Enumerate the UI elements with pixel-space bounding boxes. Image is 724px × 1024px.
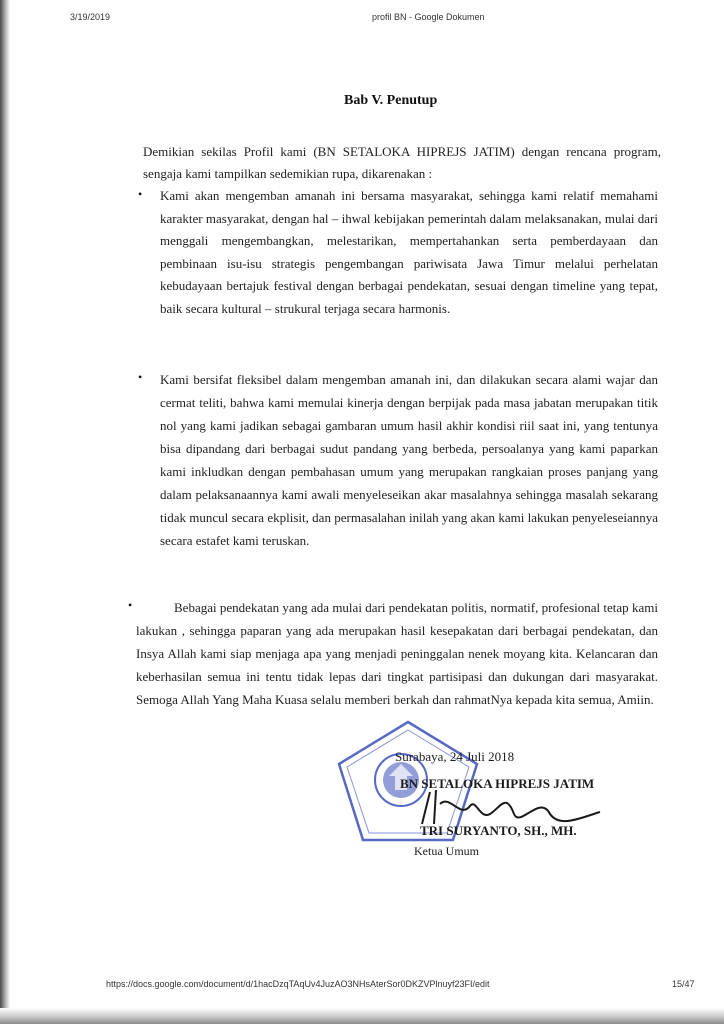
bullet-paragraph-1: Kami akan mengemban amanah ini bersama masyarakat, sehingga kami relatif memahami karakter masyarakat, dengan hal – ihwal kebijakan pemerintah dalam melaksanakan, mulai dari menggali mengembangkan, melestarikan, mempertahankan serta pemberdayaan dan pembinaan isu-isu strategis pengembangan pariwisata Jawa Timur melalui perhelatan kebudayaan bertajuk festival dengan berbagai pendekatan, sesuai dengan timeline yang tepat, baik secara kultural – strukural terjaga secara harmonis.	[160, 188, 658, 316]
signature-place-date: Surabaya, 24 Juli 2018	[395, 749, 515, 764]
bullet-paragraph-3: Bebagai pendekatan yang ada mulai dari pendekatan politis, normatif, profesional tetap kami lakukan , sehingga paparan yang ada merupakan hasil kesepakatan dari berbagai pendekatan, dan Insya Allah kami siap menjaga apa yang menjadi peninggalan nenek moyang kita. Kelancaran dan keberhasilan semua ini tentu tidak lepas dari tingkat partisipasi dan dukungan dari masyarakat. Semoga Allah Yang Maha Kuasa selalu memberi berkah dan rahmatNya kepada kita semua, Amiin.	[136, 600, 658, 707]
chapter-heading: Bab V. Penutup	[344, 93, 438, 108]
page-number: 15/47	[672, 979, 695, 989]
bullet-marker-2: •	[138, 370, 143, 384]
signature-organization: BN SETALOKA HIPREJS JATIM	[400, 776, 595, 791]
scan-edge-shadow-bottom	[0, 1008, 724, 1024]
scan-edge-shadow-left	[0, 0, 10, 1024]
print-url: https://docs.google.com/document/d/1hacDzqTAqUv4JuzAO3NHsAterSor0DKZVPlnuyf23FI/edit	[106, 979, 490, 989]
print-title: profil BN - Google Dokumen	[372, 12, 485, 22]
bullet-marker-3: •	[128, 598, 133, 612]
signatory-role: Ketua Umum	[414, 844, 479, 858]
bullet-paragraph-2: Kami bersifat fleksibel dalam mengemban amanah ini, dan dilakukan secara alami wajar dan cermat teliti, bahwa kami memulai kinerja dengan berpijak pada masa jabatan merupakan titik nol yang kami jadikan sebagai gambaran umum hasil akhir kondisi riil saat ini, yang tentunya bisa dipandang dari berbagai sudut pandang yang berbeda, persoalanya yang kami paparkan kami inkludkan dengan pembahasan umum yang merupakan rangkaian proses panjang yang dalam pelaksanaannya kami awali menyeleseikan akar masalahnya sehingga masalah sekarang tidak muncul secara ekplisit, dan permasalahan inilah yang akan kami lakukan penyeleseiannya secara estafet kami teruskan.	[160, 372, 658, 548]
intro-paragraph: Demikian sekilas Profil kami (BN SETALOKA HIPREJS JATIM) dengan rencana program, sengaja kami tampilkan sedemikian rupa, dikarenakan :	[143, 144, 661, 181]
signatory-name: TRI SURYANTO, SH., MH.	[420, 823, 577, 838]
print-date: 3/19/2019	[70, 12, 111, 22]
bullet-marker-1: •	[138, 187, 143, 201]
